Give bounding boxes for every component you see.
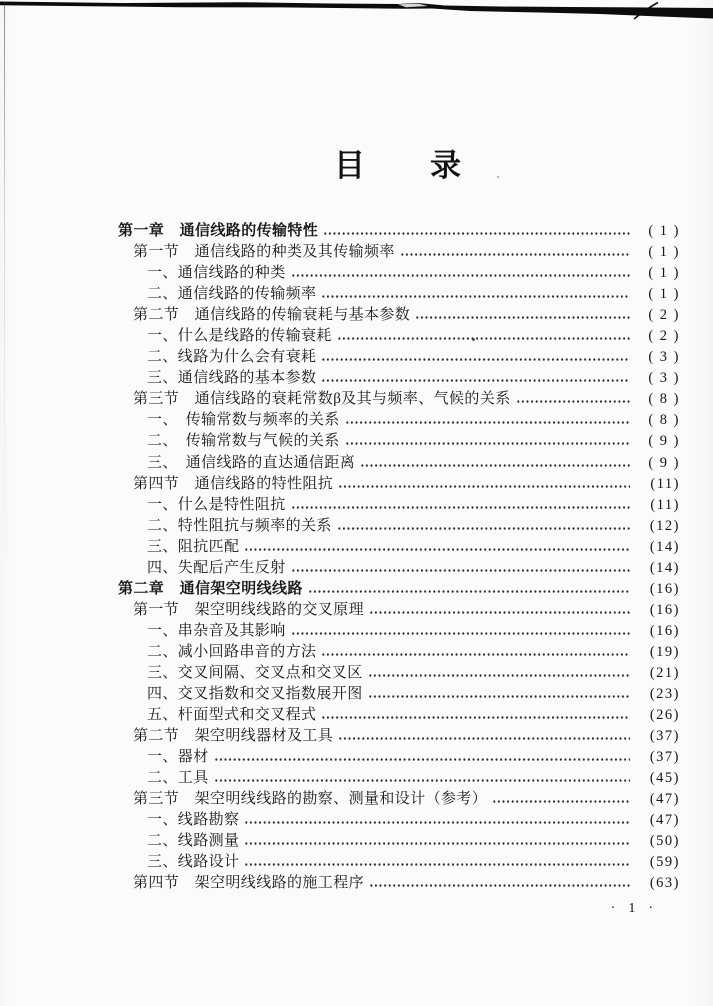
toc-entry-page: ( 1 ) xyxy=(648,223,680,239)
toc-entry xyxy=(118,579,680,600)
dot-leader xyxy=(321,368,630,389)
dot-leader xyxy=(338,726,630,747)
toc-entry xyxy=(118,558,680,579)
dot-leader xyxy=(244,810,630,831)
toc-entry-label: 第一节 架空明线线路的交叉原理 xyxy=(133,601,365,618)
toc-entry-page: ( 8 ) xyxy=(648,391,680,408)
toc-entry xyxy=(118,600,680,621)
toc-entry-label: 二、特性阻抗与频率的关系 xyxy=(147,517,332,534)
toc-entry-label: 第一章 通信线路的传输特性 xyxy=(118,223,319,239)
dot-leader xyxy=(338,474,630,495)
toc-entry-page: (16) xyxy=(649,580,680,597)
toc-entry-page: (63) xyxy=(649,875,680,892)
dot-leader xyxy=(244,537,630,558)
toc-entry xyxy=(118,305,680,326)
toc-entry xyxy=(118,852,680,873)
dot-leader xyxy=(291,263,630,284)
toc-entry-page: ( 1 ) xyxy=(648,265,680,282)
page-number: · 1 · xyxy=(610,901,655,916)
toc-entry-page: (26) xyxy=(649,707,680,724)
toc-entry-label: 第四节 架空明线线路的施工程序 xyxy=(133,875,365,892)
dot-leader xyxy=(321,284,630,305)
toc-entry-page: (14) xyxy=(649,538,680,555)
toc-entry-label: 第二节 通信线路的传输衰耗与基本参数 xyxy=(133,307,411,324)
toc-entry-page: ( 9 ) xyxy=(648,454,680,471)
toc-entry-label: 第二节 架空明线器材及工具 xyxy=(133,728,334,745)
dot-leader xyxy=(321,642,630,663)
dot-leader xyxy=(368,663,630,684)
toc-entry xyxy=(118,474,680,495)
dot-leader xyxy=(291,621,630,642)
dot-leader xyxy=(516,389,630,410)
dot-leader xyxy=(244,852,630,873)
toc-entry-label: 一、串杂音及其影响 xyxy=(147,622,286,639)
dot-leader xyxy=(291,495,630,516)
dot-leader xyxy=(337,516,630,537)
dot-leader xyxy=(400,242,630,263)
toc-entry xyxy=(118,431,680,452)
toc-entry-label: 二、减小回路串音的方法 xyxy=(147,643,317,660)
page-title: 目 录 xyxy=(334,148,462,183)
toc-entry-label: 第一节 通信线路的种类及其传输频率 xyxy=(133,244,395,261)
toc-entry-label: 一、线路勘察 xyxy=(147,812,240,829)
scan-speck xyxy=(497,176,499,178)
dot-leader xyxy=(369,873,630,894)
toc-entry-label: 第二章 通信架空明线线路 xyxy=(118,580,303,597)
toc-entry-page: (47) xyxy=(649,791,680,808)
toc-entry xyxy=(118,368,680,389)
dot-leader xyxy=(369,600,630,621)
toc-entry-page: ( 3 ) xyxy=(648,370,680,387)
toc-entry-page: (16) xyxy=(649,622,680,639)
toc-entry-label: 二、线路为什么会有衰耗 xyxy=(147,349,317,366)
dot-leader xyxy=(360,453,630,474)
toc-entry-label: 一、什么是特性阻抗 xyxy=(147,496,286,513)
toc-entry-label: 四、失配后产生反射 xyxy=(147,559,286,576)
dot-leader xyxy=(415,305,630,326)
dot-leader xyxy=(244,831,630,852)
toc-entry-page: (19) xyxy=(649,643,680,660)
dot-leader xyxy=(345,431,630,452)
toc-entry xyxy=(118,726,680,747)
toc-entry xyxy=(118,326,680,347)
dot-leader xyxy=(345,410,630,431)
toc-entry-page: ( 8 ) xyxy=(648,412,680,429)
toc-entry-page: (59) xyxy=(649,854,680,871)
toc-entry xyxy=(118,389,680,410)
toc-entry xyxy=(118,221,680,242)
toc-entry-label: 四、交叉指数和交叉指数展开图 xyxy=(147,686,363,703)
toc-entry xyxy=(118,347,680,368)
toc-entry-page: (45) xyxy=(649,770,680,787)
dot-leader xyxy=(214,768,630,789)
dot-leader xyxy=(492,789,630,810)
toc-entry-label: 三、线路设计 xyxy=(147,854,240,871)
toc-entry-page: (12) xyxy=(649,517,680,534)
toc-entry xyxy=(118,242,680,263)
toc-entry-label: 第四节 通信线路的特性阻抗 xyxy=(133,475,334,492)
toc-entry xyxy=(118,768,680,789)
toc-entry-page: (37) xyxy=(649,728,680,745)
toc-entry-page: ( 1 ) xyxy=(648,244,680,261)
dot-leader xyxy=(368,684,630,705)
toc-entry-label: 五、杆面型式和交叉程式 xyxy=(147,707,317,724)
toc-entry-label: 一、 传输常数与频率的关系 xyxy=(147,412,340,429)
toc-entry-page: (14) xyxy=(649,559,680,576)
toc-entry-label: 三、交叉间隔、交叉点和交叉区 xyxy=(147,664,363,681)
toc-entry-page: ( 1 ) xyxy=(648,286,680,303)
dot-leader xyxy=(214,747,630,768)
toc-entry-page: (23) xyxy=(649,686,680,703)
toc-entry xyxy=(118,789,680,810)
dot-leader xyxy=(321,705,630,726)
toc-entry xyxy=(118,705,680,726)
scan-speck xyxy=(472,338,475,341)
toc-entry-label: 三、 通信线路的直达通信距离 xyxy=(147,454,356,471)
toc-entry xyxy=(118,684,680,705)
toc-entry xyxy=(118,263,680,284)
toc-entry-page: (11) xyxy=(650,475,680,492)
toc-entry xyxy=(118,495,680,516)
scan-edge-artifact xyxy=(0,0,713,24)
toc-entry-page: ( 2 ) xyxy=(648,307,680,324)
toc-entry-page: ( 3 ) xyxy=(648,349,680,366)
toc-entry xyxy=(118,747,680,768)
toc-entry xyxy=(118,810,680,831)
toc-entry-page: (11) xyxy=(650,496,680,513)
toc-entry xyxy=(118,642,680,663)
dot-leader xyxy=(323,221,630,242)
toc-entry xyxy=(118,516,680,537)
toc-entry-page: ( 2 ) xyxy=(648,328,680,345)
toc-entry xyxy=(118,663,680,684)
scan-line-artifact xyxy=(4,2,5,562)
toc-entry-label: 二、 传输常数与气候的关系 xyxy=(147,433,340,450)
toc-entry xyxy=(118,873,680,894)
toc-entry-label: 二、线路测量 xyxy=(147,833,240,850)
toc-entry-page: (21) xyxy=(649,664,680,681)
dot-leader xyxy=(308,579,630,600)
toc-entry-page: (47) xyxy=(649,812,680,829)
toc-entry-label: 三、通信线路的基本参数 xyxy=(147,370,317,387)
dot-leader xyxy=(337,326,630,347)
dot-leader xyxy=(321,347,630,368)
toc-entry xyxy=(118,621,680,642)
toc-entry-label: 一、什么是线路的传输衰耗 xyxy=(147,328,332,345)
toc-entry-page: (16) xyxy=(649,601,680,618)
toc-entry-label: 二、工具 xyxy=(147,770,209,787)
toc-entry-label: 第三节 通信线路的衰耗常数β及其与频率、气候的关系 xyxy=(133,391,511,408)
toc-entry xyxy=(118,453,680,474)
toc-entry xyxy=(118,831,680,852)
toc-entry xyxy=(118,537,680,558)
toc-entry xyxy=(118,410,680,431)
toc-entry-label: 第三节 架空明线线路的勘察、测量和设计（参考） xyxy=(133,791,488,808)
toc-entry-label: 二、通信线路的传输频率 xyxy=(147,286,317,303)
toc-entry-label: 一、通信线路的种类 xyxy=(147,265,286,282)
toc-entry-label: 一、器材 xyxy=(147,749,209,766)
toc-entry-page: ( 9 ) xyxy=(648,433,680,450)
toc-entry-page: (50) xyxy=(649,833,680,850)
toc-entry-label: 三、阻抗匹配 xyxy=(147,538,240,555)
dot-leader xyxy=(291,558,630,579)
table-of-contents xyxy=(118,221,680,895)
toc-entry-page: (37) xyxy=(649,749,680,766)
toc-entry xyxy=(118,284,680,305)
